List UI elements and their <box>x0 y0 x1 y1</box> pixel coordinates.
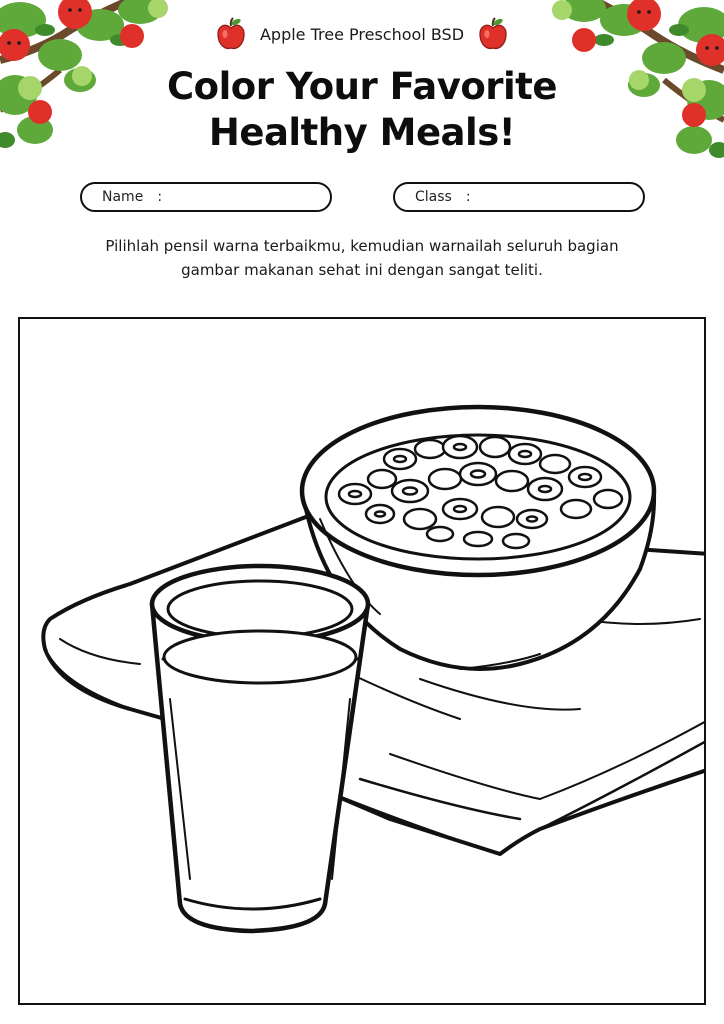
name-colon: : <box>157 189 163 205</box>
name-field[interactable] <box>80 182 332 212</box>
class-input-area[interactable] <box>471 184 643 210</box>
name-input-area[interactable] <box>162 184 330 210</box>
class-colon: : <box>465 189 471 205</box>
instructions <box>40 234 684 282</box>
instruction-line-1: Pilihlah pensil warna terbaikmu, kemudian warnailah seluruh bagian <box>105 237 619 255</box>
coloring-illustration <box>20 319 704 1003</box>
school-row <box>0 16 724 52</box>
worksheet-header <box>0 0 724 290</box>
school-name: Apple Tree Preschool BSD <box>259 24 465 44</box>
class-field[interactable] <box>393 182 645 212</box>
page-title <box>0 64 724 156</box>
title-line-2: Healthy Meals! <box>208 111 516 154</box>
apple-icon <box>478 17 508 51</box>
instruction-line-2: gambar makanan sehat ini dengan sangat teliti. <box>181 261 543 279</box>
name-label: Name <box>102 189 144 205</box>
apple-icon <box>216 17 246 51</box>
glass-of-milk <box>152 566 368 931</box>
title-line-1: Color Your Favorite <box>167 65 557 108</box>
class-label: Class <box>415 189 452 205</box>
coloring-area[interactable] <box>18 317 706 1005</box>
